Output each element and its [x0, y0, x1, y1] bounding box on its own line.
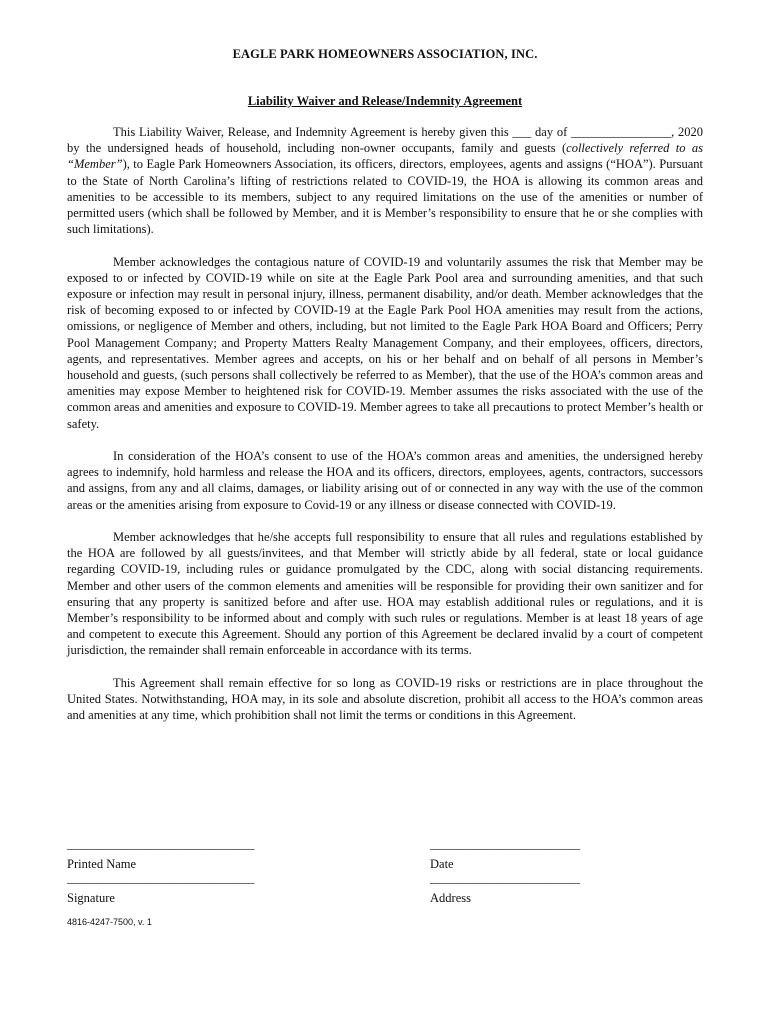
printed-name-label: Printed Name: [67, 857, 137, 871]
document-title: EAGLE PARK HOMEOWNERS ASSOCIATION, INC.: [232, 47, 538, 61]
paragraph-effective-term: This Agreement shall remain effective for so long as COVID-19 risks or restrictions are in place throughout the United States. Notwithstanding, HOA may, in its sole and absolute discretion, prohibit all access to the HOA’s common areas and amenities at any time, which prohibition shall not limit the terms or conditions in this Agreement.: [67, 675, 703, 723]
paragraph-intro-member-definition: collectively referred to as “Member”: [67, 141, 703, 172]
address-block: [430, 870, 580, 906]
date-block: [430, 836, 580, 872]
printed-name-line[interactable]: ______________________________: [67, 837, 255, 851]
paragraph-intro-part-a: This Liability Waiver, Release, and Indemnity Agreement is hereby given this ___ day of ________________, 2020 by the undersigned heads of household, including non-owner occupants, family and guests (: [67, 125, 703, 156]
paragraph-indemnity: In consideration of the HOA’s consent to use of the HOA’s common areas and amenities, the undersigned hereby agrees to indemnify, hold harmless and release the HOA and its officers, directors, employees, agents, contractors, successors and assigns, from any and all claims, damages, or liability arising out of or connected in any way with the use of the common areas or the amenities arising from exposure to Covid-19 or any illness or disease connected with COVID-19.: [67, 449, 703, 512]
paragraph-responsibility: Member acknowledges that he/she accepts full responsibility to ensure that all rules and regulations established by the HOA are followed by all guests/invitees, and that Member will strictly abide by all federal, state or local guidance regarding COVID-19, including rules or guidance promulgated by the CDC, along with social distancing requirements. Member and other users of the common elements and amenities will be responsible for providing their own sanitizer and for ensuring that any property is sanitized before and after use. HOA may establish additional rules or regulations, and it is Member’s responsibility to be informed about and comply with such rules or regulations. Member is at least 18 years of age and competent to execute this Agreement. Should any portion of this Agreement be declared invalid by a court of competent jurisdiction, the remainder shall remain enforceable in accordance with its terms.: [67, 530, 703, 658]
paragraph-risk-acknowledgement: Member acknowledges the contagious nature of COVID-19 and voluntarily assumes the risk that Member may be exposed to or infected by COVID-19 while on site at the Eagle Park Pool area and surrounding amenities, and that such exposure or infection may result in personal injury, illness, permanent disability, and/or death. Member acknowledges that the risk of becoming exposed to or infected by COVID-19 at the Eagle Park Pool HOA amenities may result from the actions, omissions, or negligence of Member and others, including, but not limited to the Eagle Park HOA Board and Officers; Perry Pool Management Company; and Property Matters Realty Management Company, and their employees, officers, directors, agents, and representatives. Member agrees and accepts, on his or her behalf and on behalf of all persons in Member’s household and guests, (such persons shall collectively be referred to as Member), that the use of the HOA’s common areas and amenities may expose Member to heightened risk for COVID-19. Member assumes the risks associated with the use of the common areas and amenities and exposure to COVID-19. Member agrees to take all precautions to protect Member’s health or safety.: [67, 254, 703, 431]
address-label: Address: [430, 891, 471, 905]
date-line[interactable]: ________________________: [430, 837, 580, 851]
address-line[interactable]: ________________________: [430, 871, 580, 885]
agreement-body: [67, 124, 703, 740]
signature-block: [67, 870, 255, 906]
document-subtitle: Liability Waiver and Release/Indemnity Agreement: [247, 94, 523, 108]
date-label: Date: [430, 857, 454, 871]
paragraph-intro: [67, 124, 703, 237]
signature-line[interactable]: ______________________________: [67, 871, 255, 885]
signature-label: Signature: [67, 891, 115, 905]
document-id-footer: 4816-4247-7500, v. 1: [67, 917, 152, 927]
paragraph-intro-part-b: ), to Eagle Park Homeowners Association, its officers, directors, employees, agents and assigns (“HOA”). Pursuant to the State of North Carolina’s lifting of restrictions related to COVID-19, the HOA is allowing its common areas and amenities to be accessible to its members, subject to any required limitations on the use of the amenities or number of permitted users (which shall be followed by Member, and it is Member’s responsibility to ensure that he or she complies with such limitations).: [67, 157, 703, 237]
printed-name-block: [67, 836, 255, 872]
